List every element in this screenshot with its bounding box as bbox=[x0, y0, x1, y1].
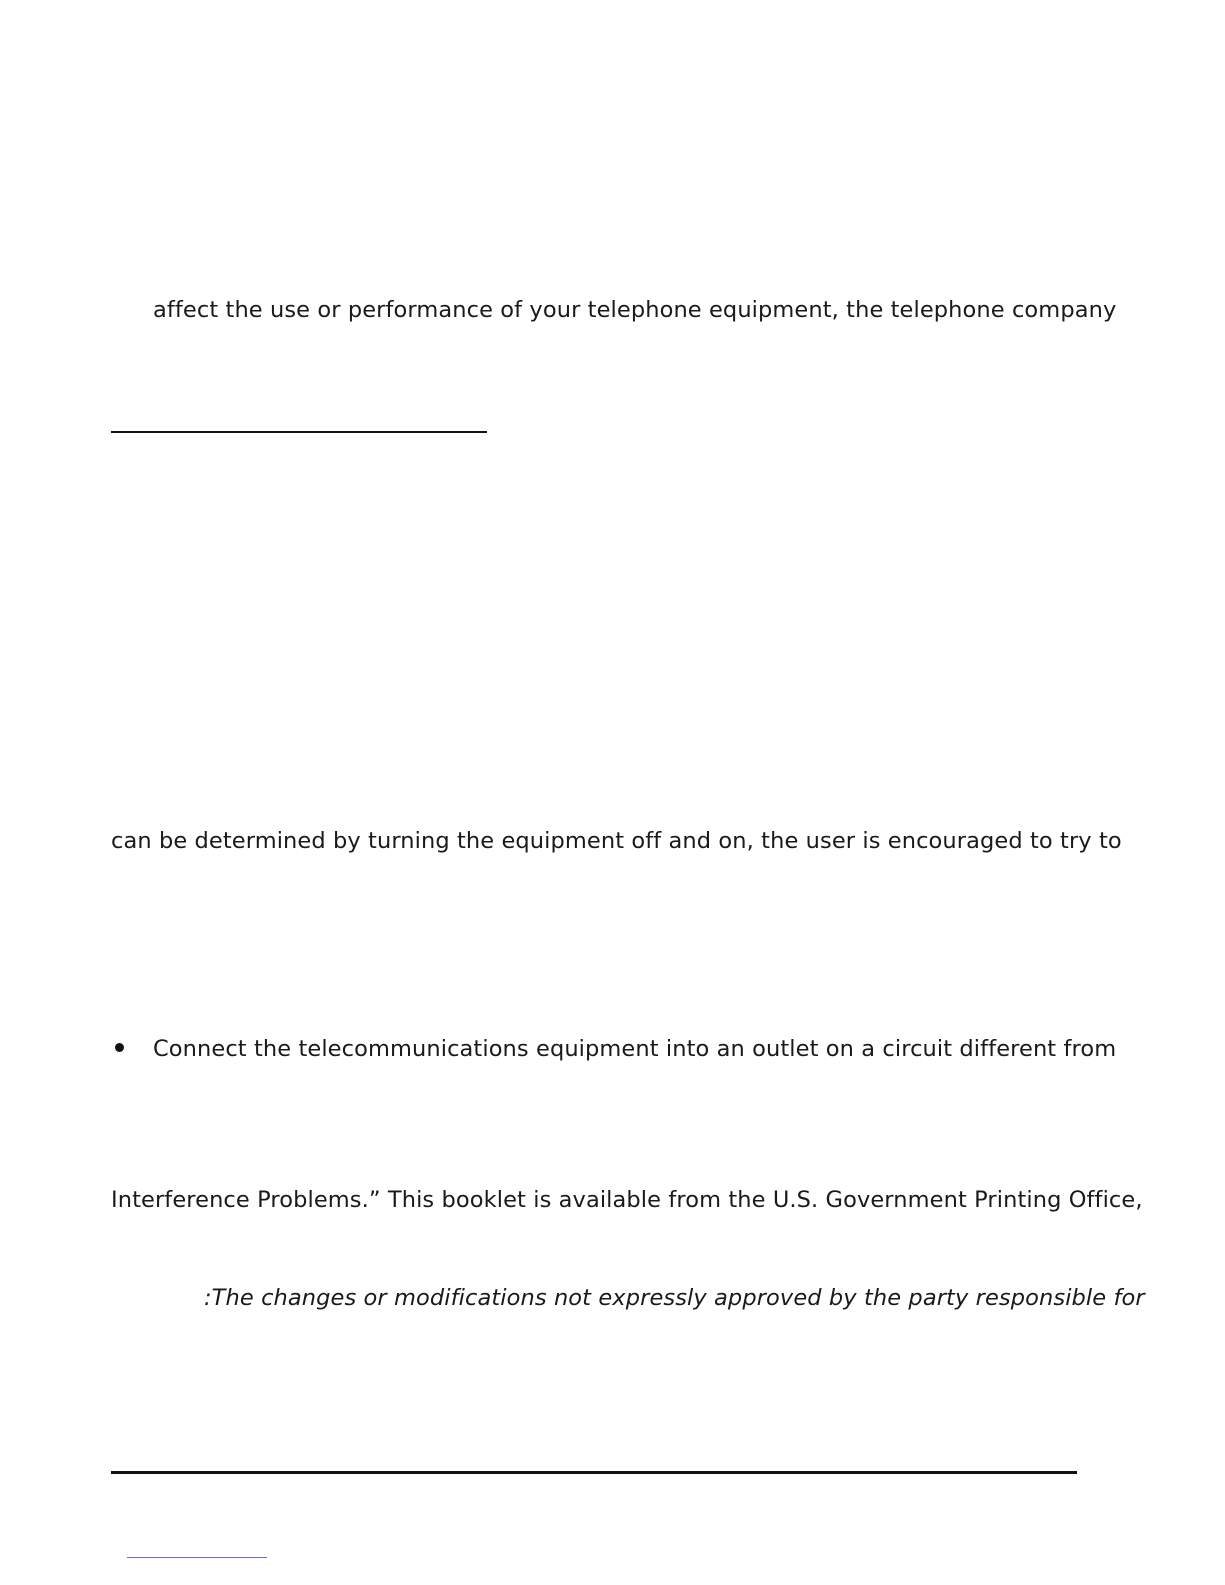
bullet-icon bbox=[115, 1043, 124, 1052]
text-line-interference-booklet: Interference Problems.” This booklet is available from the U.S. Government Printing Office, bbox=[111, 1187, 1143, 1213]
footer-divider bbox=[111, 1471, 1077, 1474]
text-line-changes-modifications: :The changes or modifications not expressly approved by the party responsible for bbox=[204, 1285, 1145, 1311]
text-line-equipment-off-on: can be determined by turning the equipment off and on, the user is encouraged to try to bbox=[111, 828, 1122, 854]
bullet-text-connect-outlet: Connect the telecommunications equipment into an outlet on a circuit different from bbox=[153, 1036, 1117, 1062]
text-line-telephone-company: affect the use or performance of your telephone equipment, the telephone company bbox=[153, 297, 1117, 323]
footer-link-underline bbox=[127, 1557, 267, 1558]
section-divider-short bbox=[111, 431, 487, 433]
